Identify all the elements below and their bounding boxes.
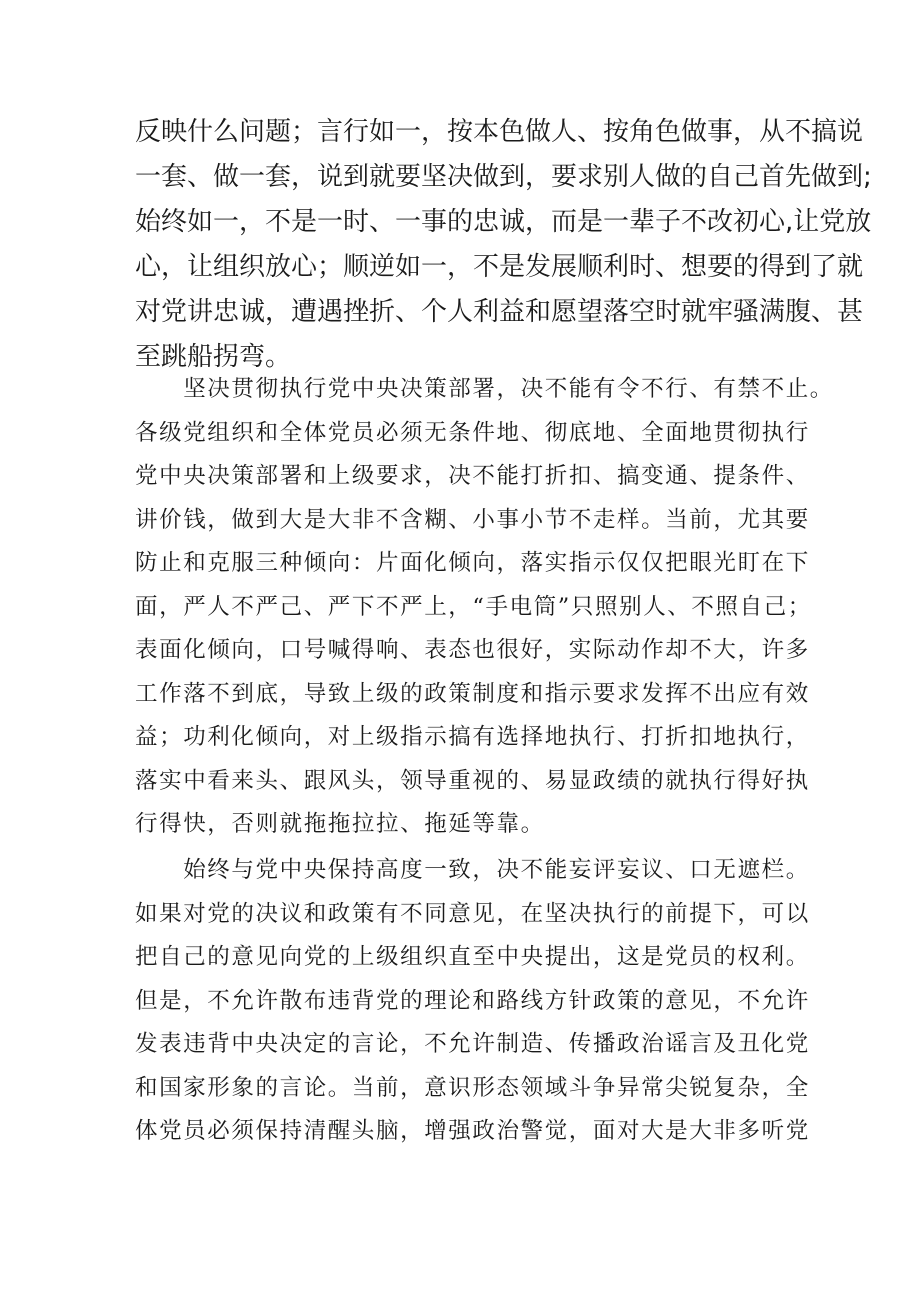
text-line: 讲价钱，做到大是大非不含糊、小事小节不走样。当前，尤其要	[135, 506, 810, 533]
text-line: 发表违背中央决定的言论，不允许制造、传播政治谣言及丑化党	[135, 1031, 810, 1057]
text-line: 对党讲忠诚，遭遇挫折、个人利益和愿望落空时就牢骚满腹、甚	[135, 297, 864, 327]
paragraph-consistency	[135, 849, 810, 1154]
paragraph-loyalty	[135, 110, 872, 380]
text-line: 工作落不到底，导致上级的政策制度和指示要求发挥不出应有效	[135, 680, 810, 707]
text-line: 如果对党的决议和政策有不同意见，在坚决执行的前提下，可以	[135, 900, 810, 927]
text-line: 益；功利化倾向，对上级指示搞有选择地执行、打折扣地执行，	[135, 724, 810, 750]
text-line: 行得快，否则就拖拖拉拉、拖延等靠。	[135, 811, 545, 837]
text-line: 各级党组织和全体党员必须无条件地、彻底地、全面地贯彻执行	[135, 419, 810, 446]
text-line: 始终与党中央保持高度一致，决不能妄评妄议、口无遮栏。	[135, 857, 810, 883]
text-line: 面，严人不严己、严下不严上，“手电筒”只照别人、不照自己；	[135, 593, 812, 620]
text-line: 坚决贯彻执行党中央决策部署，决不能有令不行、有禁不止。	[135, 376, 834, 402]
text-line: 落实中看来头、跟风头，领导重视的、易显政绩的就执行得好执	[135, 767, 810, 794]
text-line: 和国家形象的言论。当前，意识形态领域斗争异常尖锐复杂，全	[135, 1074, 810, 1101]
text-line: 防止和克服三种倾向：片面化倾向，落实指示仅仅把眼光盯在下	[135, 550, 810, 576]
paragraph-execution	[135, 368, 834, 847]
text-line: 表面化倾向，口号喊得响、表态也很好，实际动作却不大，许多	[135, 637, 810, 663]
text-line: 反映什么问题；言行如一，按本色做人、按角色做事，从不搞说	[135, 117, 864, 147]
text-line: 把自己的意见向党的上级组织直至中央提出，这是党员的权利。	[135, 944, 810, 970]
text-line: 体党员必须保持清醒头脑，增强政治警觉，面对大是大非多听党	[135, 1118, 810, 1144]
text-line: 但是，不允许散布违背党的理论和路线方针政策的意见，不允许	[135, 987, 810, 1014]
text-line: 心，让组织放心；顺逆如一，不是发展顺利时、想要的得到了就	[135, 252, 864, 282]
text-line: 一套、做一套，说到就要坚决做到，要求别人做的自己首先做到;	[135, 162, 872, 192]
text-line: 始终如一，不是一时、一事的忠诚，而是一辈子不改初心,让党放	[135, 207, 872, 237]
text-line: 至跳船拐弯。	[135, 342, 292, 372]
text-line: 党中央决策部署和上级要求，决不能打折扣、搞变通、提条件、	[135, 463, 810, 489]
